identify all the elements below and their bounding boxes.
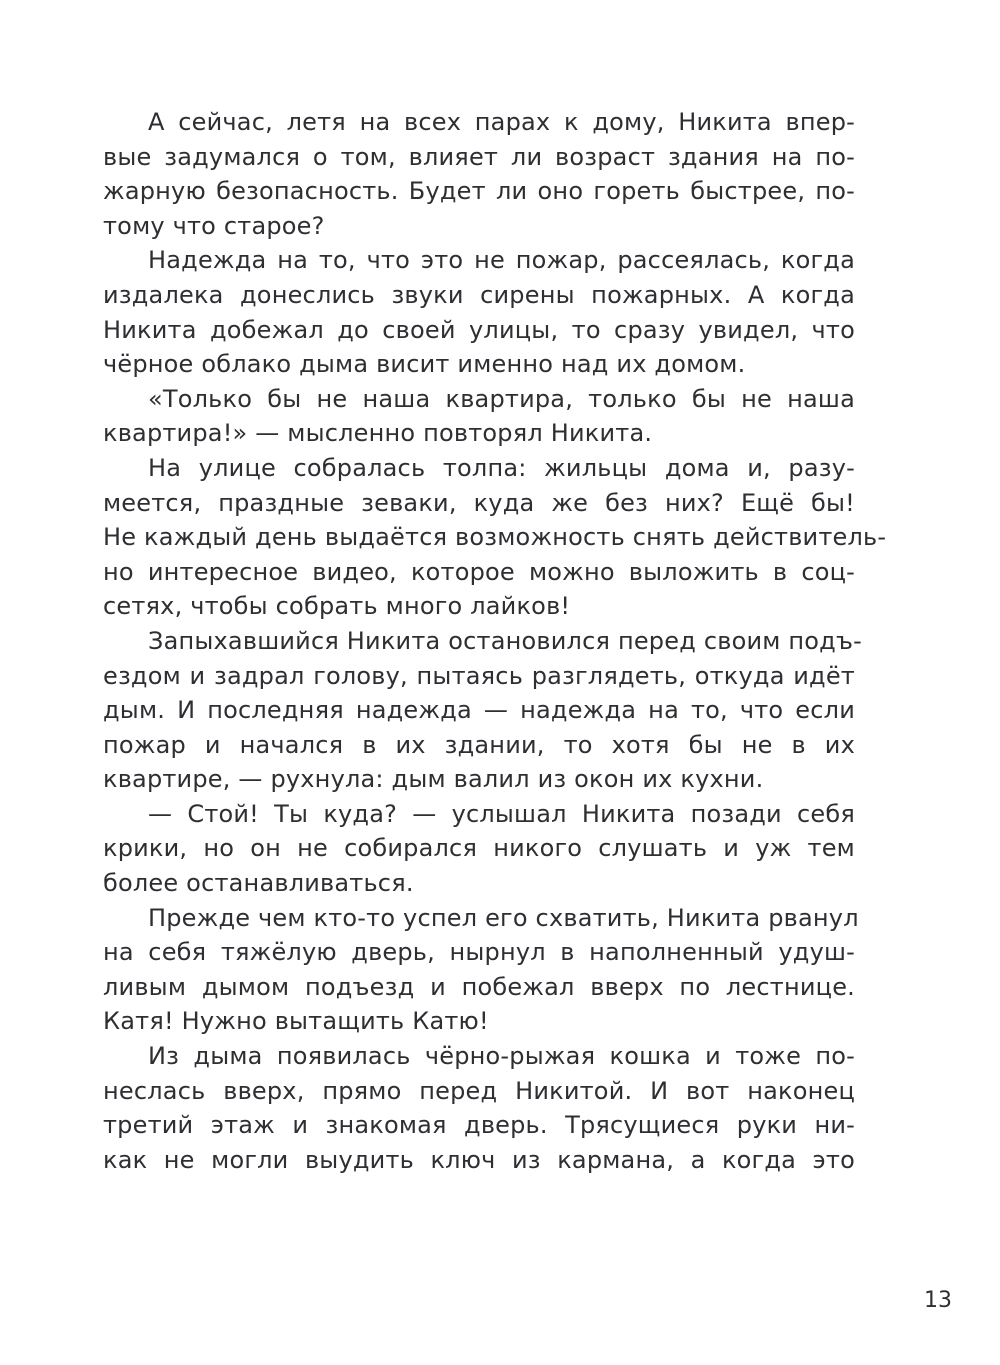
text-line: «Только бы не наша квартира, только бы не наша	[148, 384, 855, 413]
text-line: дым. И последняя надежда — надежда на то, что если	[103, 696, 855, 725]
text-line: как не могли выудить ключ из кармана, а когда это	[103, 1145, 855, 1174]
text-line: ездом и задрал голову, пытаясь разглядеть, откуда идёт	[103, 661, 855, 690]
body-text	[103, 105, 887, 1177]
text-line: — Стой! Ты куда? — услышал Никита позади себя	[148, 799, 855, 828]
text-line: Катя! Нужно вытащить Катю!	[103, 1007, 489, 1036]
text-line: квартира!» — мысленно повторял Никита.	[103, 419, 653, 448]
text-line: третий этаж и знакомая дверь. Трясущиеся руки ни-	[103, 1111, 855, 1140]
text-line: чёрное облако дыма висит именно над их домом.	[103, 350, 746, 379]
text-line: но интересное видео, которое можно выложить в соц-	[103, 557, 855, 586]
text-line: вые задумался о том, влияет ли возраст здания на по-	[103, 142, 855, 171]
text-line: тому что старое?	[103, 211, 325, 240]
text-line: Не каждый день выдаётся возможность снять действитель-	[103, 523, 887, 552]
text-line: ливым дымом подъезд и побежал вверх по лестнице.	[103, 972, 855, 1001]
text-line: Надежда на то, что это не пожар, рассеялась, когда	[148, 246, 855, 275]
text-line: А сейчас, летя на всех парах к дому, Никита впер-	[148, 108, 855, 136]
text-line: меется, праздные зеваки, куда же без них? Ещё бы!	[103, 488, 855, 517]
page-number: 13	[924, 1288, 952, 1313]
text-line: неслась вверх, прямо перед Никитой. И вот наконец	[103, 1076, 855, 1105]
text-line: крики, но он не собирался никого слушать и уж тем	[103, 834, 855, 863]
text-line: издалека донеслись звуки сирены пожарных. А когда	[103, 280, 855, 309]
text-line: сетях, чтобы собрать много лайков!	[103, 592, 571, 621]
text-line: квартире, — рухнула: дым валил из окон их кухни.	[103, 765, 764, 794]
text-line: На улице собралась толпа: жильцы дома и, разу-	[148, 453, 855, 482]
text-line: Прежде чем кто-то успел его схватить, Никита рванул	[148, 903, 859, 932]
text-line: пожар и начался в их здании, то хотя бы не в их	[103, 730, 855, 759]
text-line: более останавливаться.	[103, 869, 414, 898]
text-line: жарную безопасность. Будет ли оно гореть быстрее, по-	[103, 177, 855, 206]
text-line: Из дыма появилась чёрно-рыжая кошка и тоже по-	[148, 1042, 855, 1071]
text-line: Запыхавшийся Никита остановился перед своим подъ-	[148, 626, 862, 655]
text-line: на себя тяжёлую дверь, нырнул в наполненный удуш-	[103, 938, 855, 967]
text-line: Никита добежал до своей улицы, то сразу увидел, что	[103, 315, 855, 344]
